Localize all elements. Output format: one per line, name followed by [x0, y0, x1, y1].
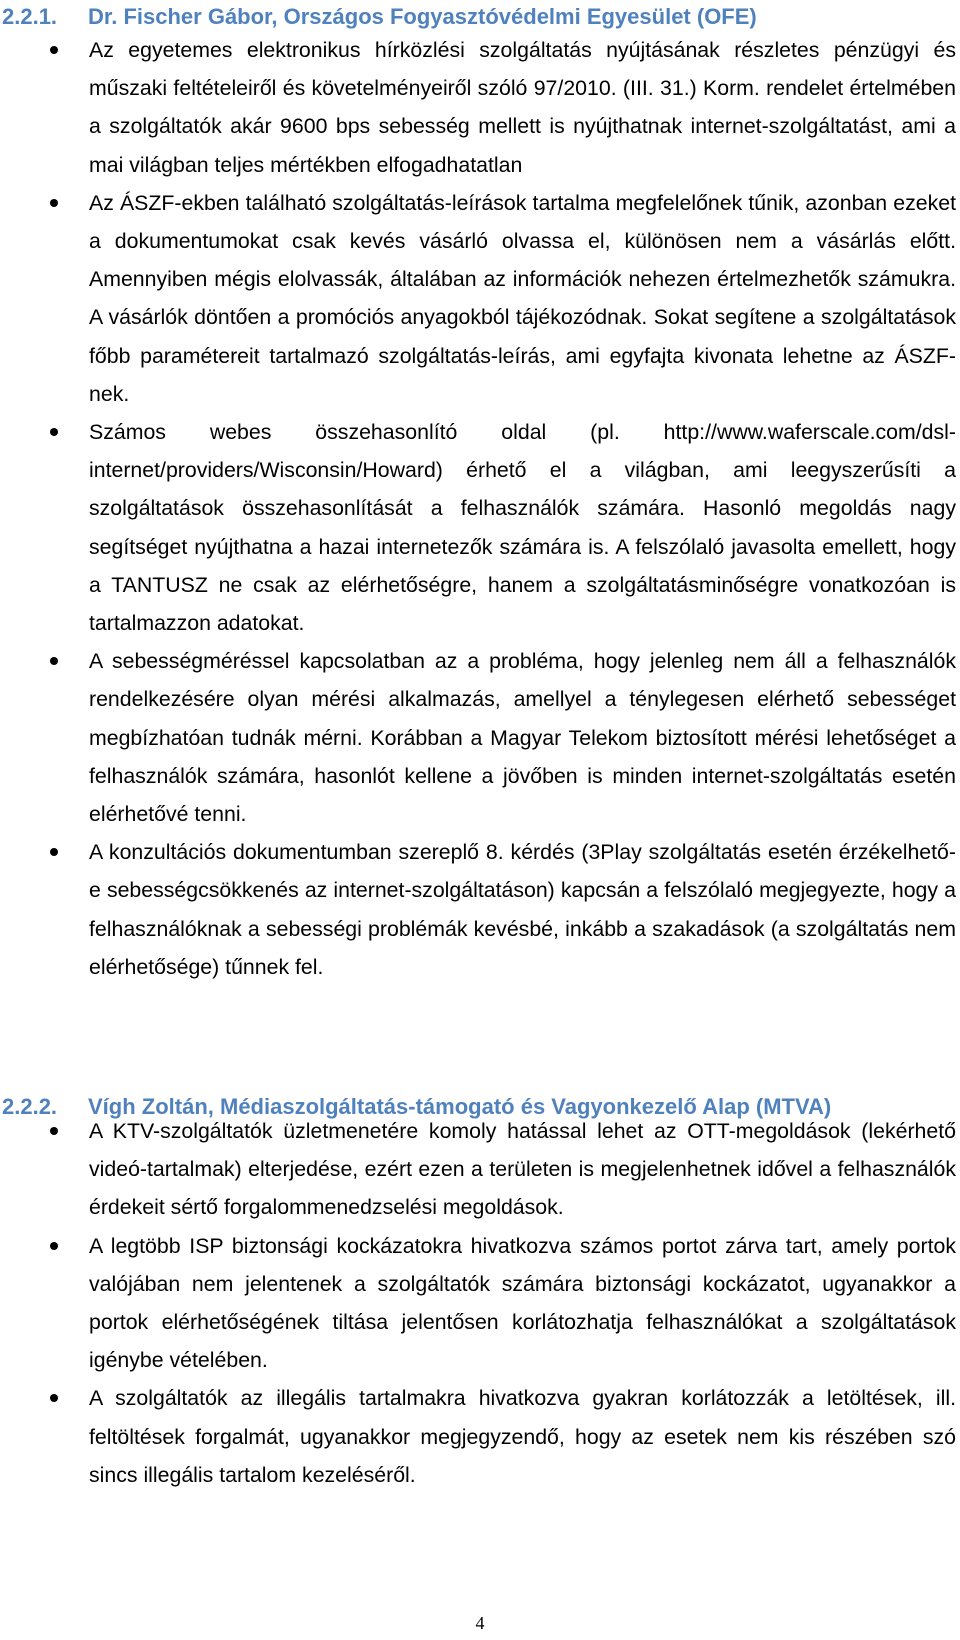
- list-item: [0, 1227, 960, 1380]
- list-item: [0, 1379, 960, 1494]
- bullet-icon: [50, 1242, 58, 1250]
- list-item: [0, 833, 960, 986]
- bullet-icon: [50, 848, 58, 856]
- bullet-icon: [50, 657, 58, 665]
- list-item-text: Számos webes összehasonlító oldal (pl. http://www.waferscale.com/dsl-internet/providers/Wisconsin/Howard) érhető el a világban, ami leegyszerűsíti a szolgáltatások összehasonlítását a felhasználók számára. Hasonló megoldás nagy segítséget nyújthatna a hazai internetezők számára is. A felszólaló javasolta emellett, hogy a TANTUSZ ne csak az elérhetőségre, hanem a szolgáltatásminőségre vonatkozóan is tartalmazzon adatokat.: [89, 420, 956, 636]
- list-item-text: A sebességméréssel kapcsolatban az a probléma, hogy jelenleg nem áll a felhasználók rendelkezésére olyan mérési alkalmazás, amellyel a ténylegesen elérhető sebességet megbízhatóan tudnák mérni. Korábban a Magyar Telekom biztosított mérési lehetőséget a felhasználók számára, hasonlót kellene a jövőben is minden internet-szolgáltatás esetén elérhetővé tenni.: [89, 649, 956, 827]
- section-number: 2.2.2.: [2, 1094, 58, 1119]
- section-title: Vígh Zoltán, Médiaszolgáltatás-támogató és Vagyonkezelő Alap (MTVA): [88, 1094, 832, 1119]
- list-item-text: A KTV-szolgáltatók üzletmenetére komoly hatással lehet az OTT-megoldások (lekérhető videó-tartalmak) elterjedése, ezért ezen a területen is megjelenhetnek idővel a felhasználók érdekeit sértő forgalommenedzselési megoldások.: [89, 1119, 956, 1220]
- page-number: 4: [475, 1613, 485, 1633]
- bullet-icon: [50, 46, 58, 54]
- list-item-text: Az ÁSZF-ekben található szolgáltatás-leírások tartalma megfelelőnek tűnik, azonban ezeket a dokumentumokat csak kevés vásárló olvassa el, különösen nem a vásárlás előtt. Amennyiben mégis elolvassák, általában az információk nehezen értelmezhetők számukra. A vásárlók döntően a promóciós anyagokból tájékozódnak. Sokat segítene a szolgáltatások főbb paramétereit tartalmazó szolgáltatás-leírás, ami egyfajta kivonata lehetne az ÁSZF-nek.: [89, 190, 956, 406]
- list-item-text: A konzultációs dokumentumban szereplő 8. kérdés (3Play szolgáltatás esetén érzékelhető-e sebességcsökkenés az internet-szolgáltatáson) kapcsán a felszólaló megjegyezte, hogy a felhasználóknak a sebességi problémák kevésbé, inkább a szakadások (a szolgáltatás nem elérhetősége) tűnnek fel.: [89, 840, 956, 979]
- bullet-icon: [50, 199, 58, 207]
- bullet-icon: [50, 1127, 58, 1135]
- section-heading: [2, 0, 757, 34]
- list-item-text: A szolgáltatók az illegális tartalmakra hivatkozva gyakran korlátozzák a letöltések, ill. feltöltések forgalmát, ugyanakkor megjegyzendő, hogy az esetek nem kis részében szó sincs illegális tartalom kezeléséről.: [89, 1386, 956, 1487]
- list-item: [0, 413, 960, 642]
- section-number: 2.2.1.: [2, 4, 58, 29]
- list-item: [0, 642, 960, 833]
- list-item-text: Az egyetemes elektronikus hírközlési szolgáltatás nyújtásának részletes pénzügyi és műszaki feltételeiről és követelményeiről szóló 97/2010. (III. 31.) Korm. rendelet értelmében a szolgáltatók akár 9600 bps sebesség mellett is nyújthatnak internet-szolgáltatást, ami a mai világban teljes mértékben elfogadhatatlan: [89, 38, 956, 177]
- bullet-icon: [50, 428, 58, 436]
- bullet-list: [0, 31, 960, 986]
- list-item: [0, 31, 960, 184]
- section-title: Dr. Fischer Gábor, Országos Fogyasztóvédelmi Egyesület (OFE): [88, 4, 757, 29]
- bullet-icon: [50, 1394, 58, 1402]
- list-item: [0, 1112, 960, 1227]
- list-item: [0, 184, 960, 413]
- bullet-list: [0, 1112, 960, 1494]
- list-item-text: A legtöbb ISP biztonsági kockázatokra hivatkozva számos portot zárva tart, amely portok valójában nem jelentenek a szolgáltatók számára biztonsági kockázatot, ugyanakkor a portok elérhetőségének tiltása jelentősen korlátozhatja felhasználókat a szolgáltatások igénybe vételében.: [89, 1233, 956, 1373]
